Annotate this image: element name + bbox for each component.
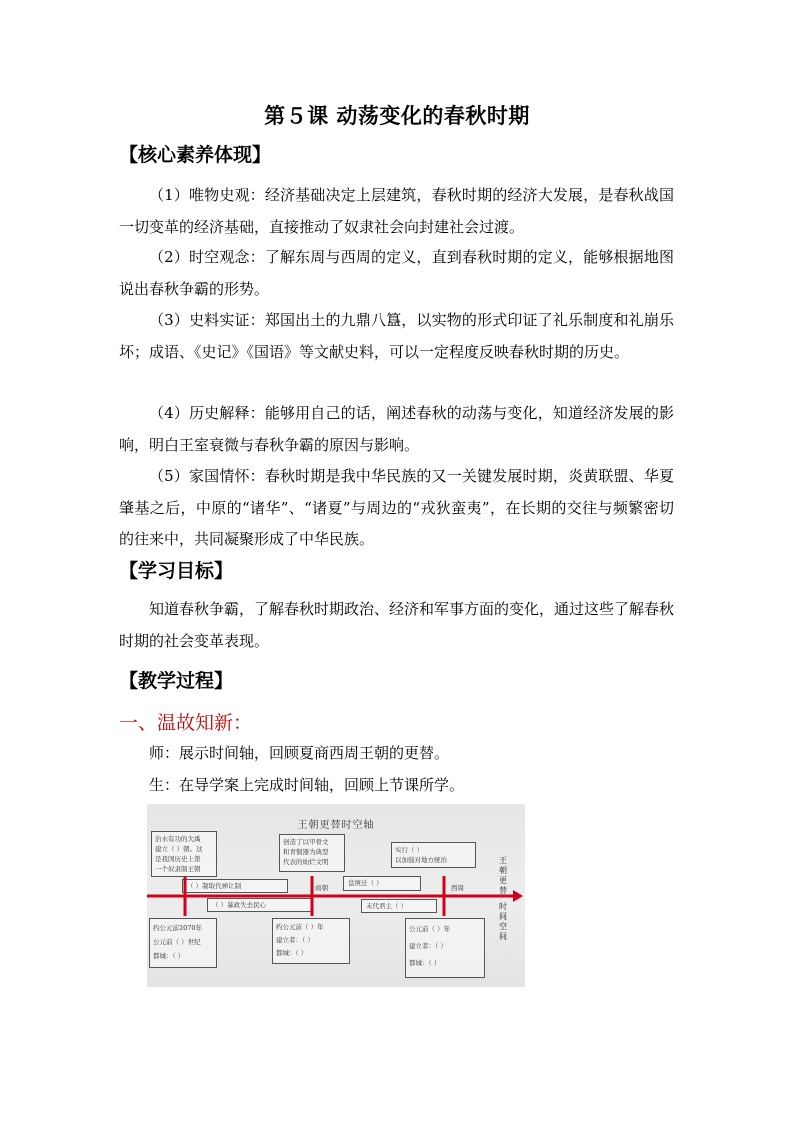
shang-lower-blank: 末代君主（ ） <box>361 899 437 913</box>
core-item-2: （2）时空观念：了解东周与西周的定义，直到春秋时期的定义，能够根据地图说出春秋争霸的形势。 <box>119 248 674 298</box>
xizhou-label: 西周 <box>451 884 464 892</box>
label-time-space: 时间空间 <box>499 902 507 941</box>
goal-heading: 【学习目标】 <box>119 560 234 582</box>
shang-upper-blank: 盘庚迁（ ） <box>343 876 421 891</box>
goal-text: 知道春秋争霸，了解春秋时期政治、经济和军事方面的变化，通过这些了解春秋时期的社会变革表现。 <box>119 600 675 650</box>
core-item-5: （5）家国情怀：春秋时期是我中华民族的又一关键发展时期，炎黄联盟、华夏肇基之后，中原的“诸华”、“诸夏”与周边的“戎狄蛮夷”，在长期的交往与频繁密切的往来中，共同凝聚形成了中华民族。 <box>119 467 674 548</box>
teacher-line: 师：展示时间轴，回顾夏商西周王朝的更替。 <box>149 744 450 762</box>
axis-arrow <box>513 890 523 902</box>
xia-date-box: 约公元前2070年 公元前（ ）世纪 都城：（ ） <box>149 918 217 968</box>
shang-label: 商朝 <box>315 884 328 892</box>
core-item-3: （3）史料实证：郑国出土的九鼎八簋，以实物的形式印证了礼乐制度和礼崩乐坏；成语、《史记》《国语》等文献史料，可以一定程度反映春秋时期的历史。 <box>119 311 674 361</box>
xia-info-box: 治水有功的大禹 建立（ ）朝。这 是我国历史上第 一个奴隶制王朝 <box>151 831 217 877</box>
process-heading: 【教学过程】 <box>119 670 234 692</box>
zhou-info-box: 实行（ ） 以加强对地方统治 <box>391 842 476 868</box>
section-warmup-heading: 一、温故知新： <box>119 712 253 734</box>
xia-lower-blank: （ ）暴政失去民心 <box>207 898 313 912</box>
shang-date-box: 约公元前（ ）年 建立者：（ ） 都城：（ ） <box>272 918 350 964</box>
xizhou-date-box: 公元前（ ）年 建立者：（ ） 都城：（ ） <box>405 918 485 978</box>
label-dynasty-change: 王朝更替 <box>499 856 507 895</box>
core-item-4: （4）历史解释：能够用自己的话，阐述春秋的动荡与变化，知道经济发展的影响，明白王室衰微与春秋争霸的原因与影响。 <box>119 404 674 454</box>
student-line: 生：在导学案上完成时间轴，回顾上节课所学。 <box>149 776 465 794</box>
lesson-title: 第５课 动荡变化的春秋时期 <box>264 104 530 128</box>
xia-upper-blank: （ ）制取代禅让制 <box>182 879 288 893</box>
core-item-1: （1）唯物史观：经济基础决定上层建筑，春秋时期的经济大发展，是春秋战国一切变革的经济基础，直接推动了奴隶社会向封建社会过渡。 <box>119 186 674 236</box>
core-heading: 【核心素养体现】 <box>119 144 272 166</box>
shang-info-box: 创造了以甲骨文 和青铜器为典型 代表的灿烂文明 <box>279 834 345 872</box>
timeline-title: 王朝更替时空轴 <box>297 820 375 831</box>
dynasty-timeline-figure <box>147 804 525 987</box>
